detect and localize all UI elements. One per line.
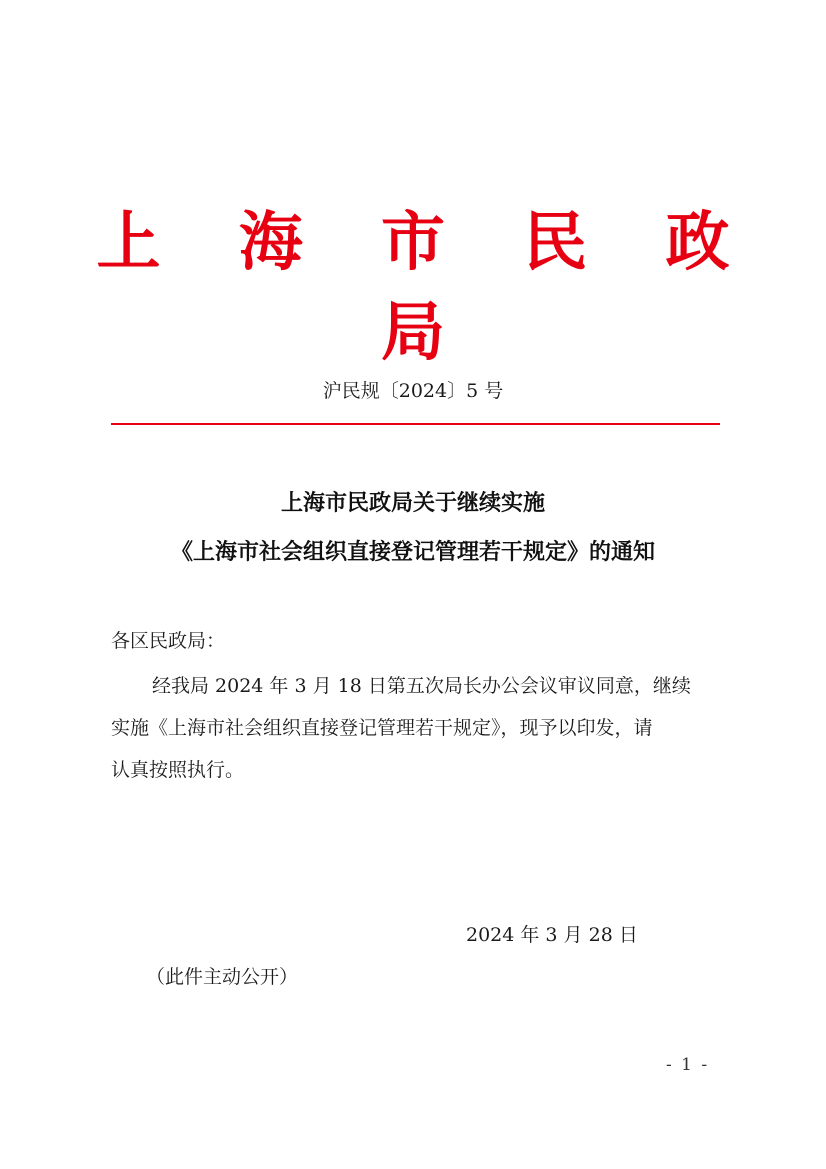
issue-date: 2024 年 3 月 28 日 xyxy=(466,924,638,946)
document-title-line-1: 上海市民政局关于继续实施 xyxy=(280,490,545,516)
salutation: 各区民政局： xyxy=(111,630,226,652)
document-number: 沪民规〔2024〕5 号 xyxy=(322,380,504,402)
body-line-3: 认真按照执行。 xyxy=(111,759,245,781)
agency-masthead: 上 海 市 民 政 局 xyxy=(96,205,758,370)
body-line-1: 经我局 2024 年 3 月 18 日第五次局长办公会议审议同意，继续 xyxy=(152,675,691,697)
body-line-2: 实施《上海市社会组织直接登记管理若干规定》，现予以印发，请 xyxy=(111,717,653,739)
disclosure-note: （此件主动公开） xyxy=(146,966,299,988)
red-divider xyxy=(111,423,720,425)
page-number: - 1 - xyxy=(666,1055,710,1075)
document-title-line-2: 《上海市社会组织直接登记管理若干规定》的通知 xyxy=(170,539,655,565)
